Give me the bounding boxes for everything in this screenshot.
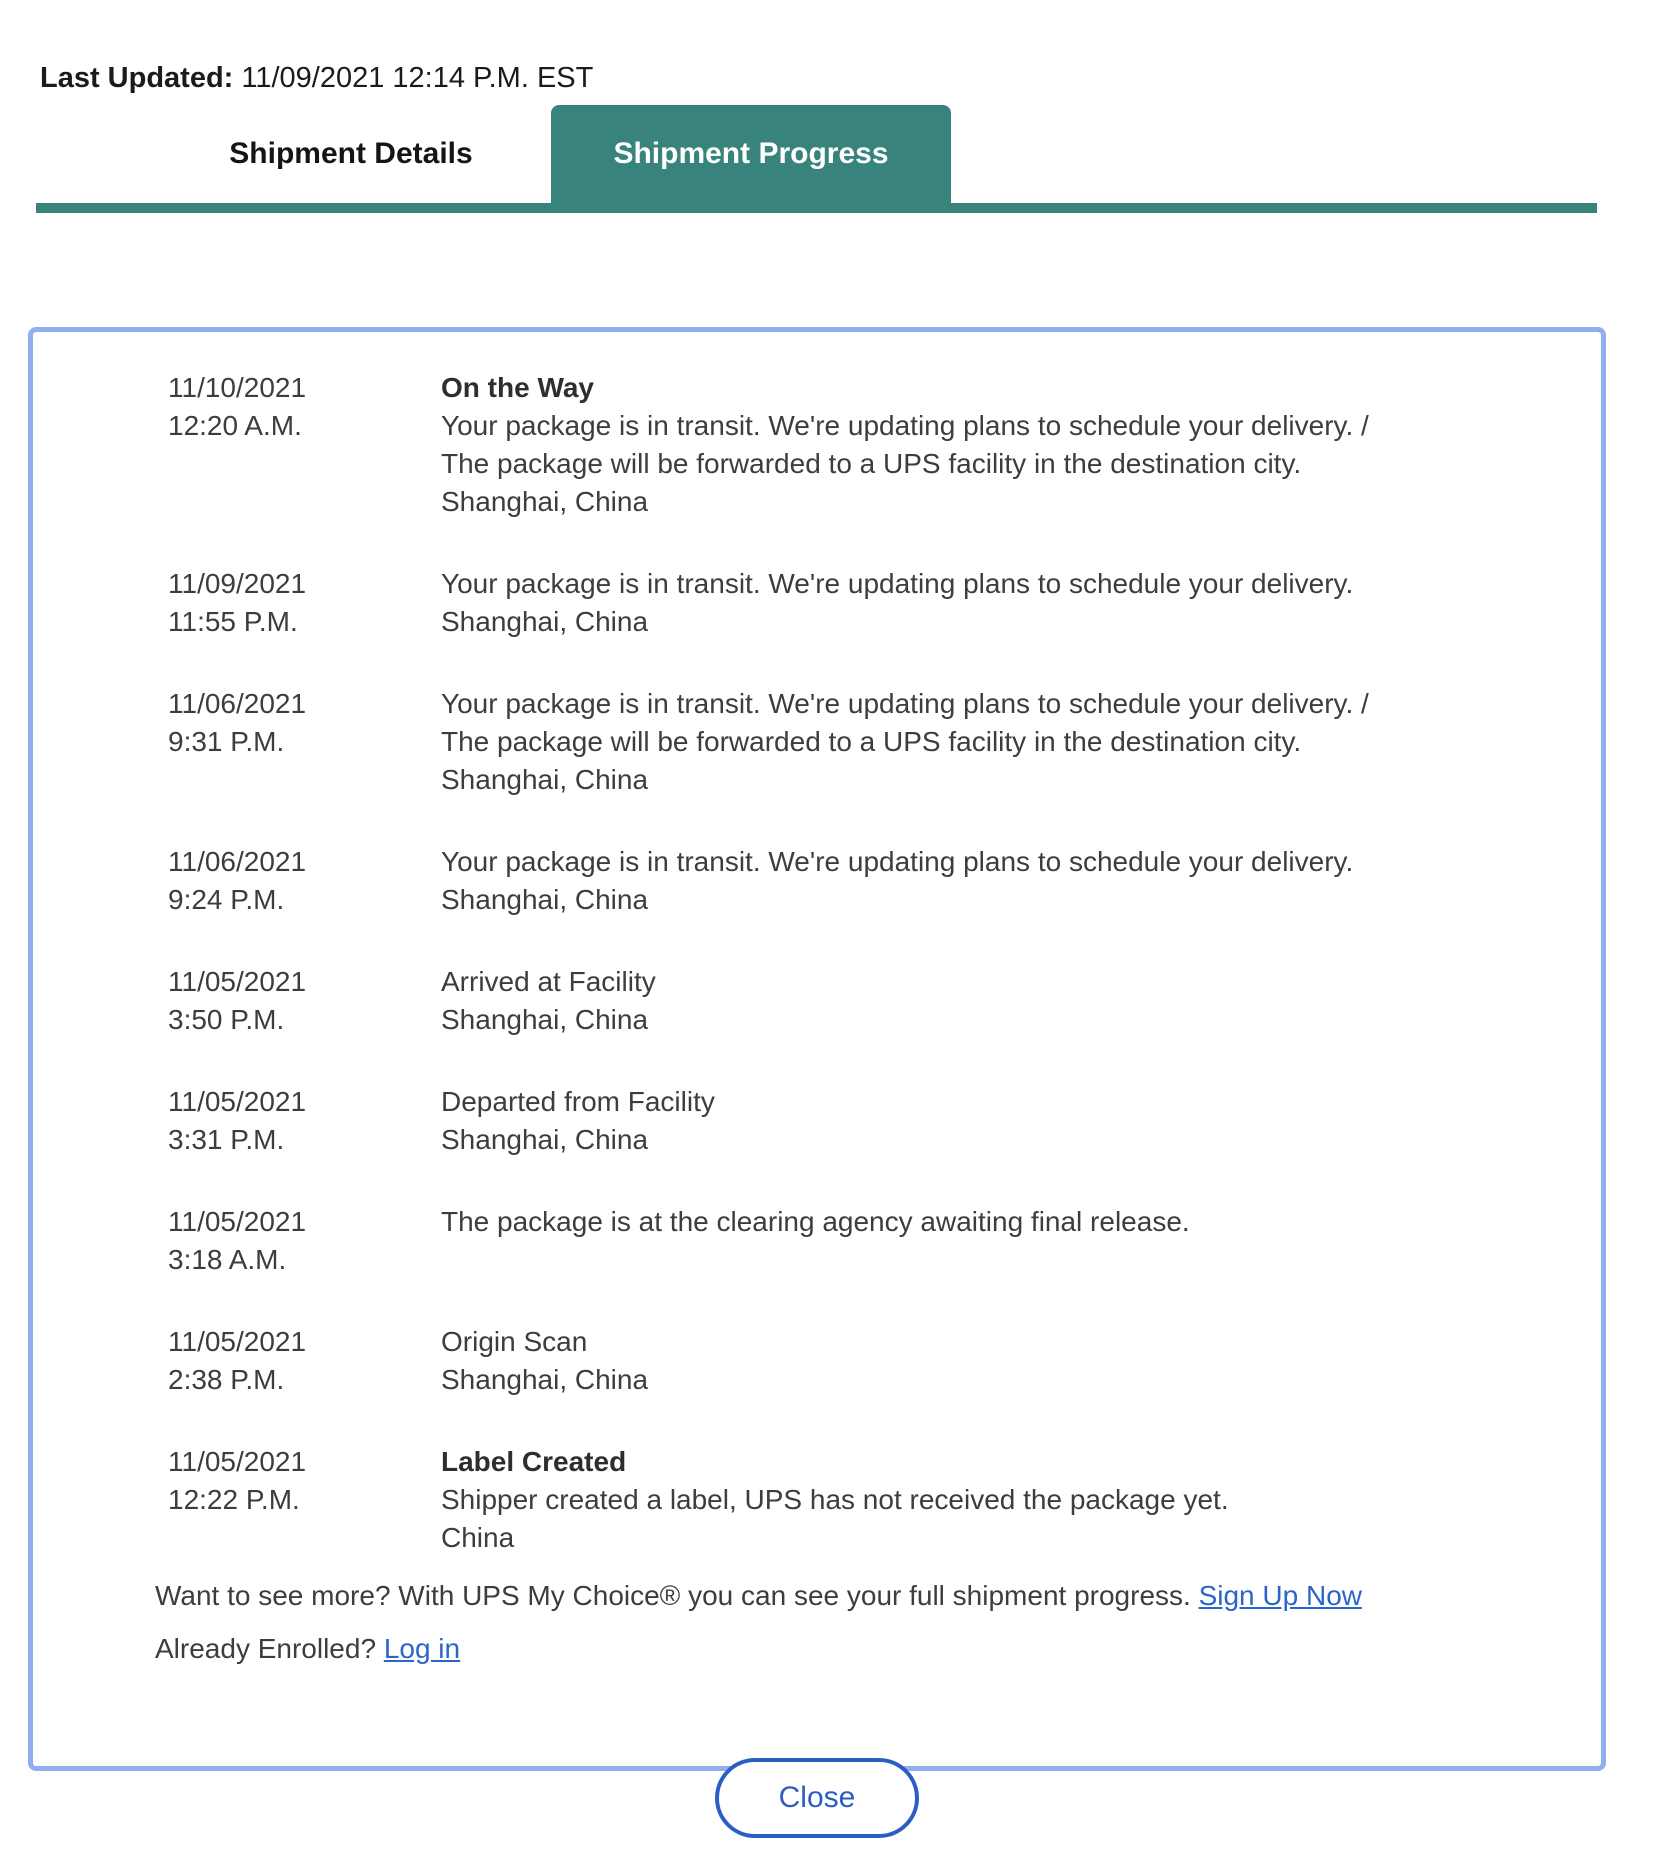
last-updated bbox=[40, 62, 593, 95]
tab-shipment-progress[interactable]: Shipment Progress bbox=[551, 105, 951, 203]
event-date: 11/06/2021 bbox=[168, 688, 307, 719]
event-title: Arrived at Facility bbox=[441, 966, 656, 997]
event-detail-column bbox=[441, 1203, 1421, 1279]
event-time: 3:50 P.M. bbox=[168, 1004, 285, 1035]
sign-up-now-link[interactable]: Sign Up Now bbox=[1198, 1580, 1362, 1611]
event-location: Shanghai, China bbox=[441, 1364, 649, 1395]
event-title: On the Way bbox=[441, 372, 594, 403]
event-date: 11/05/2021 bbox=[168, 1206, 307, 1237]
event-date: 11/05/2021 bbox=[168, 1446, 307, 1477]
timeline-event bbox=[168, 963, 1561, 1039]
event-time: 3:31 P.M. bbox=[168, 1124, 285, 1155]
event-detail-column bbox=[441, 1083, 1421, 1159]
event-location: Shanghai, China bbox=[441, 486, 649, 517]
event-time: 12:22 P.M. bbox=[168, 1484, 300, 1515]
timeline bbox=[33, 332, 1601, 1557]
promo-line bbox=[33, 1577, 1601, 1615]
event-description: Your package is in transit. We're updating plans to schedule your delivery. / The package will be forwarded to a UPS facility in the destination city. bbox=[441, 688, 1369, 757]
event-description: Your package is in transit. We're updating plans to schedule your delivery. bbox=[441, 568, 1354, 599]
enrolled-text: Already Enrolled? bbox=[155, 1633, 377, 1664]
promo-text: Want to see more? With UPS My Choice® you can see your full shipment progress. bbox=[155, 1580, 1191, 1611]
event-time: 9:24 P.M. bbox=[168, 884, 285, 915]
event-date: 11/10/2021 bbox=[168, 372, 307, 403]
event-detail-column bbox=[441, 369, 1421, 521]
event-location: China bbox=[441, 1522, 515, 1553]
event-location: Shanghai, China bbox=[441, 606, 649, 637]
timeline-event bbox=[168, 565, 1561, 641]
event-date-column bbox=[168, 1443, 441, 1557]
event-date-column bbox=[168, 1203, 441, 1279]
event-date: 11/05/2021 bbox=[168, 1326, 307, 1357]
event-detail-column bbox=[441, 1323, 1421, 1399]
event-location: Shanghai, China bbox=[441, 1124, 649, 1155]
event-description: The package is at the clearing agency awaiting final release. bbox=[441, 1206, 1190, 1237]
last-updated-label: Last Updated: bbox=[40, 62, 234, 94]
event-date-column bbox=[168, 843, 441, 919]
event-date-column bbox=[168, 1083, 441, 1159]
event-date-column bbox=[168, 1323, 441, 1399]
event-detail-column bbox=[441, 685, 1421, 799]
shipment-progress-panel bbox=[28, 327, 1606, 1814]
event-date: 11/06/2021 bbox=[168, 846, 307, 877]
event-title: Label Created bbox=[441, 1446, 627, 1477]
timeline-event bbox=[168, 685, 1561, 799]
tab-shipment-details[interactable]: Shipment Details bbox=[151, 105, 551, 203]
event-date-column bbox=[168, 685, 441, 799]
event-detail-column bbox=[441, 843, 1421, 919]
event-date-column bbox=[168, 565, 441, 641]
event-time: 12:20 A.M. bbox=[168, 410, 302, 441]
timeline-event bbox=[168, 1203, 1561, 1279]
log-in-link[interactable]: Log in bbox=[383, 1633, 461, 1664]
enrolled-line bbox=[33, 1630, 1601, 1668]
event-detail-column bbox=[441, 963, 1421, 1039]
event-detail-column bbox=[441, 1443, 1421, 1557]
event-time: 2:38 P.M. bbox=[168, 1364, 285, 1395]
event-location: Shanghai, China bbox=[441, 764, 649, 795]
timeline-event bbox=[168, 1443, 1561, 1557]
tab-underline-bar bbox=[36, 203, 1597, 213]
event-date: 11/05/2021 bbox=[168, 1086, 307, 1117]
event-date: 11/05/2021 bbox=[168, 966, 307, 997]
event-description: Your package is in transit. We're updating plans to schedule your delivery. / The package will be forwarded to a UPS facility in the destination city. bbox=[441, 410, 1369, 479]
timeline-event bbox=[168, 369, 1561, 521]
event-date-column bbox=[168, 369, 441, 521]
close-button[interactable]: Close bbox=[715, 1758, 919, 1838]
event-title: Origin Scan bbox=[441, 1326, 588, 1357]
timeline-event bbox=[168, 1323, 1561, 1399]
event-date: 11/09/2021 bbox=[168, 568, 307, 599]
last-updated-value: 11/09/2021 12:14 P.M. EST bbox=[241, 62, 594, 94]
event-date-column bbox=[168, 963, 441, 1039]
tabs bbox=[151, 105, 951, 203]
event-time: 9:31 P.M. bbox=[168, 726, 285, 757]
event-description: Shipper created a label, UPS has not received the package yet. bbox=[441, 1484, 1229, 1515]
event-description: Your package is in transit. We're updating plans to schedule your delivery. bbox=[441, 846, 1354, 877]
event-location: Shanghai, China bbox=[441, 1004, 649, 1035]
event-location: Shanghai, China bbox=[441, 884, 649, 915]
event-time: 11:55 P.M. bbox=[168, 606, 298, 637]
event-detail-column bbox=[441, 565, 1421, 641]
event-time: 3:18 A.M. bbox=[168, 1244, 287, 1275]
event-title: Departed from Facility bbox=[441, 1086, 715, 1117]
timeline-event bbox=[168, 1083, 1561, 1159]
timeline-event bbox=[168, 843, 1561, 919]
